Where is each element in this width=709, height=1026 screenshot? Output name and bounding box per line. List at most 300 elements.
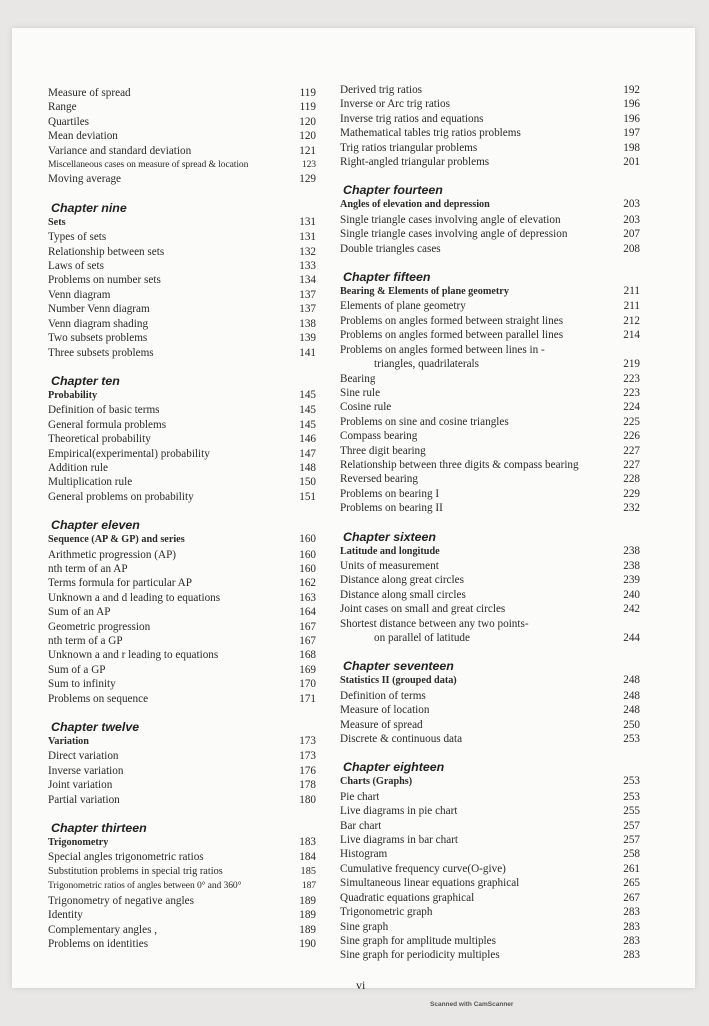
toc-entry-page: 173 <box>299 735 316 748</box>
toc-entry-page: 145 <box>299 388 316 401</box>
toc-entry <box>48 447 316 461</box>
toc-entry-page: 229 <box>623 487 640 500</box>
toc-entry <box>48 937 316 951</box>
toc-entry-title: Double triangles cases <box>340 242 441 255</box>
toc-entry-page: 248 <box>623 689 640 702</box>
toc-entry <box>340 631 640 645</box>
toc-entry-page: 258 <box>623 848 640 861</box>
toc-entry-page: 201 <box>623 156 640 169</box>
toc-entry-page: 119 <box>299 101 316 114</box>
section-gap <box>48 504 316 518</box>
toc-entry-title: General formula problems <box>48 418 167 431</box>
toc-entry-page: 226 <box>623 430 640 443</box>
toc-entry-page: 137 <box>299 288 316 301</box>
toc-entry <box>48 879 316 893</box>
toc-entry-page: 265 <box>623 877 640 890</box>
toc-entry <box>48 388 316 403</box>
toc-entry-title: Moving average <box>48 173 122 186</box>
toc-entry-page: 120 <box>299 115 316 128</box>
toc-entry-title: Theoretical probability <box>48 433 151 446</box>
toc-entry <box>48 115 316 129</box>
toc-entry-title: Discrete & continuous data <box>340 733 463 746</box>
toc-entry <box>340 429 640 443</box>
toc-entry-page: 162 <box>299 577 316 590</box>
section-gap <box>48 706 316 720</box>
toc-entry <box>48 865 316 879</box>
toc-entry-page: 131 <box>299 231 316 244</box>
toc-entry <box>48 605 316 619</box>
toc-entry-title: Relationship between three digits & compass bearing <box>340 458 579 471</box>
toc-entry <box>48 793 316 807</box>
toc-entry-title: Substitution problems in special trig ratios <box>48 865 223 877</box>
toc-entry-page: 176 <box>299 764 316 777</box>
toc-entry-title: Direct variation <box>48 750 119 763</box>
toc-entry-page: 160 <box>299 562 316 575</box>
toc-entry <box>48 215 316 230</box>
toc-entry-page: 253 <box>623 775 640 788</box>
toc-entry <box>340 774 640 789</box>
toc-entry <box>340 197 640 212</box>
toc-entry <box>340 299 640 313</box>
toc-entry-page: 141 <box>299 346 316 359</box>
toc-entry <box>340 501 640 515</box>
toc-entry-title: Laws of sets <box>48 260 104 273</box>
toc-entry-page: 239 <box>623 574 640 587</box>
toc-entry <box>340 920 640 934</box>
toc-entry-title: Identity <box>48 909 83 922</box>
chapter-heading: Chapter nine <box>51 200 127 215</box>
toc-entry-page: 198 <box>623 141 640 154</box>
toc-entry <box>340 905 640 919</box>
toc-entry <box>340 213 640 227</box>
toc-entry-page: 207 <box>623 228 640 241</box>
toc-entry-page: 211 <box>623 300 640 313</box>
toc-entry <box>48 532 316 547</box>
toc-entry-title: Sets <box>48 216 66 228</box>
toc-entry-title: Statistics II (grouped data) <box>340 675 457 687</box>
toc-entry <box>340 673 640 688</box>
toc-entry <box>48 734 316 749</box>
toc-entry-title: Right-angled triangular problems <box>340 156 490 169</box>
toc-entry-page: 145 <box>299 418 316 431</box>
toc-entry <box>340 891 640 905</box>
toc-entry-title: Sine graph <box>340 920 389 933</box>
toc-entry-page: 283 <box>623 949 640 962</box>
toc-entry <box>340 847 640 861</box>
toc-entry-page: 167 <box>299 620 316 633</box>
chapter-heading: Chapter seventeen <box>343 659 454 674</box>
toc-entry-title: Addition rule <box>48 461 108 474</box>
toc-entry-page: 178 <box>299 779 316 792</box>
toc-entry <box>48 172 316 186</box>
toc-entry-title: Complementary angles , <box>48 923 158 936</box>
toc-entry-title: Bar chart <box>340 819 382 832</box>
toc-entry <box>340 400 640 414</box>
toc-entry-title: Terms formula for particular AP <box>48 577 192 590</box>
toc-entry-page: 248 <box>623 674 640 687</box>
chapter-heading: Chapter twelve <box>51 720 140 735</box>
toc-entry-page: 190 <box>299 937 316 950</box>
toc-entry <box>340 314 640 328</box>
toc-entry-title: Variance and standard deviation <box>48 144 192 157</box>
toc-entry-page: 240 <box>623 588 640 601</box>
toc-entry <box>48 403 316 417</box>
toc-entry-page: 160 <box>299 533 316 546</box>
toc-entry-page: 197 <box>623 127 640 140</box>
toc-entry-page: 163 <box>299 591 316 604</box>
toc-entry-page: 150 <box>299 476 316 489</box>
toc-entry <box>48 158 316 172</box>
toc-entry <box>340 372 640 386</box>
toc-entry-title: Three subsets problems <box>48 346 154 359</box>
toc-entry-title: Venn diagram shading <box>48 317 149 330</box>
toc-entry <box>340 386 640 400</box>
toc-entry-page: 223 <box>623 372 640 385</box>
toc-entry-title: Live diagrams in pie chart <box>340 805 458 818</box>
toc-entry <box>340 948 640 962</box>
scanner-watermark: Scanned with CamScanner <box>430 1001 514 1008</box>
toc-entry <box>340 588 640 602</box>
toc-entry-title: Sine graph for periodicity multiples <box>340 949 500 962</box>
toc-entry-page: 148 <box>299 461 316 474</box>
toc-entry-title: Single triangle cases involving angle of depression <box>340 228 568 241</box>
toc-entry-page: 121 <box>299 144 316 157</box>
toc-entry <box>340 544 640 559</box>
toc-entry-page: 244 <box>623 632 640 644</box>
toc-entry-title: Problems on number sets <box>48 274 161 287</box>
toc-entry <box>48 749 316 763</box>
toc-entry <box>48 346 316 360</box>
toc-entry <box>340 718 640 732</box>
chapter-heading: Chapter thirteen <box>51 821 147 836</box>
toc-entry-title: Measure of spread <box>48 87 131 99</box>
toc-entry <box>48 894 316 908</box>
chapter-heading: Chapter sixteen <box>343 529 436 544</box>
section-gap <box>340 645 640 659</box>
toc-entry-title: Trigonometric graph <box>340 906 433 919</box>
toc-entry-page: 257 <box>623 819 640 832</box>
toc-entry-title: Trigonometry <box>48 837 109 849</box>
toc-entry <box>340 804 640 818</box>
toc-entry-title: Compass bearing <box>340 430 418 443</box>
toc-entry <box>48 490 316 504</box>
toc-entry-title: Problems on angles formed between straight lines <box>340 314 564 327</box>
toc-entry <box>48 677 316 691</box>
toc-entry-page: 192 <box>623 84 640 96</box>
toc-entry-page: 238 <box>623 544 640 557</box>
toc-entry-page: 146 <box>299 433 316 446</box>
toc-entry-page: 132 <box>299 245 316 258</box>
toc-entry <box>340 227 640 241</box>
chapter-heading: Chapter ten <box>51 373 120 388</box>
toc-entry <box>48 908 316 922</box>
toc-entry <box>48 129 316 143</box>
toc-entry-page: 208 <box>623 242 640 255</box>
toc-entry <box>340 415 640 429</box>
toc-entry-title: General problems on probability <box>48 490 194 503</box>
toc-entry <box>48 317 316 331</box>
toc-entry <box>48 230 316 244</box>
toc-right-column <box>340 83 640 963</box>
toc-entry-title: on parallel of latitude <box>374 632 470 644</box>
toc-entry-page: 167 <box>299 635 316 647</box>
toc-entry-page: 137 <box>299 303 316 316</box>
toc-entry <box>340 862 640 876</box>
toc-entry-title: Problems on sequence <box>48 692 149 705</box>
toc-entry <box>48 663 316 677</box>
toc-entry <box>48 245 316 259</box>
toc-entry <box>48 331 316 345</box>
toc-entry-title: Live diagrams in bar chart <box>340 834 459 847</box>
toc-entry-title: Measure of location <box>340 704 430 717</box>
toc-entry-page: 211 <box>623 285 640 298</box>
toc-entry-title: Units of measurement <box>340 559 439 572</box>
toc-entry <box>48 764 316 778</box>
toc-entry-page: 138 <box>299 317 316 330</box>
toc-entry-page: 169 <box>299 663 316 676</box>
toc-entry-page: 212 <box>623 314 640 327</box>
toc-entry-page: 255 <box>623 805 640 818</box>
toc-entry <box>340 83 640 97</box>
toc-entry <box>48 562 316 576</box>
toc-entry-page: 120 <box>299 130 316 143</box>
toc-entry-title: Measure of spread <box>340 718 423 731</box>
toc-entry <box>48 692 316 706</box>
toc-entry-title: Relationship between sets <box>48 245 165 258</box>
toc-entry-page: 133 <box>299 260 316 273</box>
toc-entry-page: 189 <box>299 909 316 922</box>
toc-entry <box>340 559 640 573</box>
toc-entry-title: Venn diagram <box>48 288 111 301</box>
toc-entry <box>340 689 640 703</box>
toc-entry <box>48 835 316 850</box>
toc-entry-page: 261 <box>623 862 640 875</box>
toc-entry <box>48 418 316 432</box>
toc-entry-page: 160 <box>299 548 316 561</box>
toc-entry-title: Sum to infinity <box>48 678 116 691</box>
toc-entry-page: 119 <box>299 87 316 99</box>
toc-entry <box>340 487 640 501</box>
toc-entry <box>48 778 316 792</box>
toc-entry-title: Problems on angles formed between lines in - <box>340 343 545 356</box>
toc-entry-title: Sum of an AP <box>48 606 111 619</box>
toc-entry-page: 250 <box>623 718 640 731</box>
toc-entry-title: Inverse variation <box>48 764 124 777</box>
toc-entry-page: 134 <box>299 274 316 287</box>
toc-page <box>12 28 695 992</box>
toc-entry-page: 248 <box>623 704 640 717</box>
toc-entry-title: Trig ratios triangular problems <box>340 141 478 154</box>
toc-entry <box>340 472 640 486</box>
toc-entry-page: 214 <box>623 329 640 342</box>
toc-entry <box>48 548 316 562</box>
toc-entry-page: 168 <box>299 649 316 662</box>
toc-entry-title: Simultaneous linear equations graphical <box>340 877 520 890</box>
toc-entry <box>48 461 316 475</box>
toc-entry-title: Sum of a GP <box>48 663 106 676</box>
toc-entry-title: Pie chart <box>340 790 380 803</box>
toc-entry-page: 170 <box>299 678 316 691</box>
toc-entry-title: Bearing & Elements of plane geometry <box>340 286 509 298</box>
toc-entry <box>340 97 640 111</box>
toc-entry-page: 203 <box>623 213 640 226</box>
section-gap <box>48 187 316 201</box>
toc-entry-title: Latitude and longitude <box>340 545 440 557</box>
toc-entry <box>48 576 316 590</box>
page-number: vi <box>356 978 366 992</box>
toc-entry-title: Unknown a and r leading to equations <box>48 649 219 662</box>
toc-entry-title: triangles, quadrilaterals <box>374 358 479 371</box>
toc-entry-title: Angles of elevation and depression <box>340 199 490 211</box>
toc-entry-title: Range <box>48 101 77 114</box>
toc-entry-page: 283 <box>623 906 640 919</box>
toc-entry-title: Two subsets problems <box>48 332 148 345</box>
chapter-heading: Chapter eighteen <box>343 760 445 775</box>
toc-entry <box>340 141 640 155</box>
toc-entry-title: Cumulative frequency curve(O-give) <box>340 862 506 875</box>
toc-entry <box>48 620 316 634</box>
toc-entry-title: Joint cases on small and great circles <box>340 603 506 616</box>
toc-entry-title: Multiplication rule <box>48 476 133 489</box>
chapter-heading: Chapter fifteen <box>343 270 431 285</box>
toc-entry-title: Inverse trig ratios and equations <box>340 112 484 125</box>
toc-entry-title: Special angles trigonometric ratios <box>48 851 204 864</box>
toc-entry-page: 227 <box>623 458 640 471</box>
toc-entry-page: 257 <box>623 834 640 847</box>
toc-entry <box>48 259 316 273</box>
toc-entry-page: 228 <box>623 473 640 486</box>
toc-entry-title: Mean deviation <box>48 130 118 143</box>
toc-entry-page: 219 <box>623 358 640 371</box>
toc-entry <box>48 86 316 100</box>
toc-entry <box>48 923 316 937</box>
toc-entry-page: 131 <box>299 215 316 228</box>
toc-entry <box>340 934 640 948</box>
toc-entry <box>340 126 640 140</box>
toc-entry-page: 184 <box>299 851 316 864</box>
toc-entry-title: Problems on bearing II <box>340 502 443 515</box>
toc-entry-page: 147 <box>299 447 316 460</box>
section-gap <box>340 746 640 760</box>
toc-entry-page: 173 <box>299 750 316 763</box>
toc-entry <box>340 732 640 746</box>
toc-entry-title: Problems on sine and cosine triangles <box>340 415 509 428</box>
toc-entry <box>340 284 640 299</box>
toc-entry-title: Empirical(experimental) probability <box>48 447 210 460</box>
toc-entry <box>340 876 640 890</box>
toc-entry-page: 189 <box>299 923 316 936</box>
toc-entry-title: Arithmetic progression (AP) <box>48 548 177 561</box>
toc-entry <box>48 302 316 316</box>
toc-entry-title: Definition of terms <box>340 689 426 702</box>
section-gap <box>340 169 640 183</box>
toc-entry-page: 139 <box>299 332 316 345</box>
toc-entry <box>48 634 316 648</box>
section-gap <box>48 807 316 821</box>
toc-entry-page: 225 <box>623 415 640 428</box>
toc-entry-title: Problems on angles formed between parallel lines <box>340 329 564 342</box>
toc-entry-page: 123 <box>301 159 316 171</box>
toc-entry <box>48 288 316 302</box>
toc-entry-page: 232 <box>623 502 640 515</box>
toc-entry-title: Histogram <box>340 848 388 861</box>
toc-entry-title: Mathematical tables trig ratios problems <box>340 127 521 140</box>
toc-entry <box>48 100 316 114</box>
toc-entry-title: Miscellaneous cases on measure of spread & location <box>48 159 249 171</box>
toc-entry-page: 253 <box>623 733 640 746</box>
toc-entry-title: Quartiles <box>48 115 90 128</box>
toc-entry-title: Inverse or Arc trig ratios <box>340 98 450 111</box>
toc-entry-page: 242 <box>623 603 640 616</box>
toc-entry-page: 171 <box>299 692 316 705</box>
toc-entry-title: Unknown a and d leading to equations <box>48 591 221 604</box>
toc-left-column <box>48 86 316 951</box>
toc-entry-title: Partial variation <box>48 793 120 806</box>
toc-entry <box>48 432 316 446</box>
toc-entry-title: Trigonometry of negative angles <box>48 894 194 907</box>
toc-entry <box>48 273 316 287</box>
toc-entry <box>48 591 316 605</box>
toc-entry-title: Sine rule <box>340 386 381 399</box>
toc-entry <box>48 475 316 489</box>
toc-entry-title: Reversed bearing <box>340 473 418 486</box>
toc-entry-page: 145 <box>299 404 316 417</box>
toc-entry <box>340 833 640 847</box>
section-gap <box>48 360 316 374</box>
toc-entry-page: 129 <box>299 173 316 186</box>
toc-entry-page: 253 <box>623 790 640 803</box>
toc-entry <box>340 155 640 169</box>
toc-entry-title: Probability <box>48 389 98 401</box>
toc-entry-title: Sine graph for amplitude multiples <box>340 934 496 947</box>
toc-entry-title: Shortest distance between any two points- <box>340 617 529 630</box>
toc-entry <box>340 242 640 256</box>
toc-entry-page: 196 <box>623 112 640 125</box>
toc-entry-title: Sequence (AP & GP) and series <box>48 534 185 546</box>
toc-entry-page: 164 <box>299 606 316 619</box>
toc-entry-title: Elements of plane geometry <box>340 300 466 313</box>
toc-entry <box>340 444 640 458</box>
toc-entry-title: Cosine rule <box>340 401 392 414</box>
toc-entry-page: 180 <box>299 793 316 806</box>
toc-entry-page: 187 <box>301 880 316 892</box>
toc-entry-page: 223 <box>623 386 640 399</box>
toc-entry-page: 196 <box>623 98 640 111</box>
toc-entry <box>340 112 640 126</box>
toc-entry-title: Bearing <box>340 372 376 385</box>
toc-entry-page: 185 <box>300 865 316 877</box>
toc-entry-title: Variation <box>48 736 89 748</box>
toc-entry-title: Charts (Graphs) <box>340 776 413 788</box>
toc-entry <box>340 357 640 371</box>
toc-entry-title: Geometric progression <box>48 620 151 633</box>
section-gap <box>340 516 640 530</box>
toc-entry-title: Distance along great circles <box>340 574 464 587</box>
toc-entry-title: Definition of basic terms <box>48 404 160 417</box>
toc-entry-page: 224 <box>623 401 640 414</box>
toc-entry-page: 183 <box>299 836 316 849</box>
toc-entry <box>340 343 640 357</box>
chapter-heading: Chapter eleven <box>51 518 140 533</box>
toc-entry-title: Trigonometric ratios of angles between 0° and 360° <box>48 880 242 892</box>
toc-entry-title: Three digit bearing <box>340 444 426 457</box>
toc-entry-page: 203 <box>623 198 640 211</box>
toc-entry <box>340 602 640 616</box>
toc-entry <box>340 790 640 804</box>
toc-entry <box>48 850 316 864</box>
toc-entry-title: Problems on identities <box>48 937 149 950</box>
toc-entry-title: Joint variation <box>48 779 113 792</box>
